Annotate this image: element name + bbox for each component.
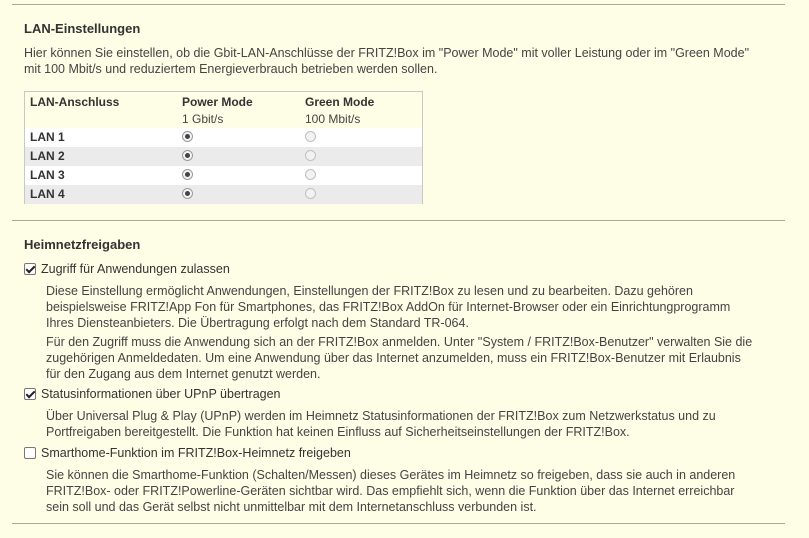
upnp-checkbox[interactable] (24, 388, 36, 400)
col-header-green: Green Mode (305, 95, 375, 109)
upnp-desc-line: Über Universal Plug & Play (UPnP) werden im Heimnetz Statusinformationen der FRITZ!Box zum Netzwerkstatus und zu (46, 409, 716, 423)
lan1-power-radio[interactable] (182, 131, 193, 142)
smarthome-desc-line: sein soll und das Gerät selbst nicht unmittelbar mit dem Internetanschluss verbunden ist. (46, 500, 537, 514)
table-row (25, 185, 422, 204)
lan4-power-radio[interactable] (182, 188, 193, 199)
apps-desc-line: beispielsweise FRITZ!App Fon für Smartphones, das FRITZ!Box AddOn für Internet-Browser oder ein Einrichtungprogramm (46, 300, 731, 314)
col-header-power: Power Mode (182, 95, 253, 109)
section-divider (12, 220, 785, 221)
smarthome-label[interactable]: Smarthome-Funktion im FRITZ!Box-Heimnetz freigeben (41, 446, 351, 460)
lan-port-label: LAN 4 (30, 187, 65, 201)
apps-access-checkbox[interactable] (24, 263, 36, 275)
apps-desc-line: zugehörigen Anmeldedaten. Um eine Anwendung über das Internet anzumelden, muss ein FRITZ!Box-Benutzer mit Erlaubnis (46, 351, 741, 365)
lan-mode-table (24, 91, 423, 204)
apps-desc-line: Diese Einstellung ermöglicht Anwendungen, Einstellungen der FRITZ!Box zu lesen und zu bearbeiten. Dazu gehören (46, 284, 693, 298)
table-row (25, 147, 422, 166)
lan-intro-line-1: Hier können Sie einstellen, ob die Gbit-LAN-Anschlüsse der FRITZ!Box im "Power Mode" mit voller Leistung oder im "Green Mode" (24, 46, 749, 60)
apps-desc-line: Für den Zugriff muss die Anwendung sich an der FRITZ!Box anmelden. Unter "System / FRITZ!Box-Benutzer" verwalten Sie die (46, 335, 753, 349)
lan2-power-radio[interactable] (182, 150, 193, 161)
bottom-divider (12, 523, 785, 524)
lan-port-label: LAN 3 (30, 168, 65, 182)
lan-intro-line-2: mit 100 Mbit/s und reduziertem Energieverbrauch betrieben werden sollen. (24, 62, 438, 76)
apps-access-label[interactable]: Zugriff für Anwendungen zulassen (41, 262, 230, 276)
smarthome-desc-line: FRITZ!Box- oder FRITZ!Powerline-Geräten sichtbar wird. Das empfiehlt sich, wenn die Funktion über das Internet erreichbar (46, 484, 735, 498)
col-header-green-speed: 100 Mbit/s (305, 112, 361, 126)
lan-section-title: LAN-Einstellungen (24, 21, 141, 36)
apps-desc-line: für den Zugang aus dem Internet genutzt werden. (46, 367, 321, 381)
apps-desc-line: Ihres Diensteanbieters. Die Übertragung erfolgt nach dem Standard TR-064. (46, 316, 469, 330)
upnp-label[interactable]: Statusinformationen über UPnP übertragen (41, 387, 281, 401)
lan-port-label: LAN 2 (30, 149, 65, 163)
table-row (25, 166, 422, 185)
lan3-green-radio[interactable] (305, 169, 316, 180)
upnp-desc-line: Portfreigaben bereitgestellt. Die Funktion hat keinen Einfluss auf Sicherheitseinstellungen der FRITZ!Box. (46, 425, 630, 439)
smarthome-checkbox[interactable] (24, 447, 36, 459)
lan2-green-radio[interactable] (305, 150, 316, 161)
col-header-power-speed: 1 Gbit/s (182, 112, 224, 126)
smarthome-desc-line: Sie können die Smarthome-Funktion (Schalten/Messen) dieses Gerätes im Heimnetz so freigeben, dass sie auch in anderen (46, 468, 736, 482)
home-section-title: Heimnetzfreigaben (24, 237, 141, 252)
col-header-port: LAN-Anschluss (30, 95, 120, 109)
lan1-green-radio[interactable] (305, 131, 316, 142)
lan4-green-radio[interactable] (305, 188, 316, 199)
lan-table-header (25, 92, 422, 128)
top-divider (12, 4, 785, 5)
lan-port-label: LAN 1 (30, 130, 65, 144)
table-row (25, 128, 422, 147)
lan3-power-radio[interactable] (182, 169, 193, 180)
